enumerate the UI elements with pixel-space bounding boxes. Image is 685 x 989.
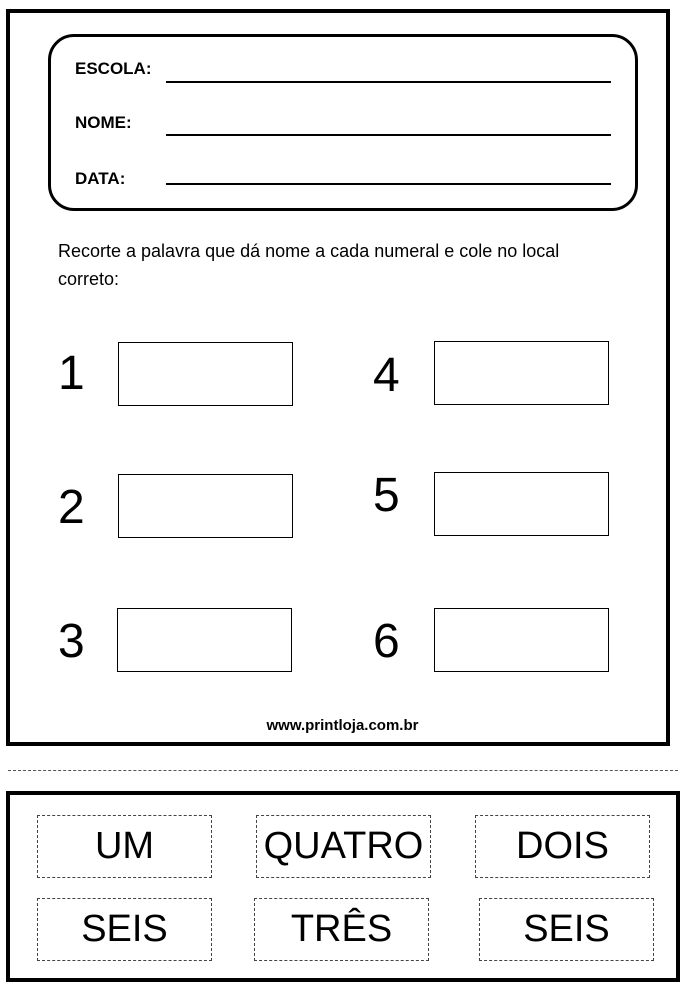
instructions-text: Recorte a palavra que dá nome a cada numeral e cole no local correto: [58,241,560,289]
word-card[interactable]: SEIS [479,898,654,961]
school-label: ESCOLA: [75,59,152,78]
answer-box-1 [118,342,293,406]
school-line [166,81,611,83]
answer-box-4 [434,341,609,405]
student-info-box [48,34,638,211]
numeral-3: 3 [58,615,85,668]
word-card[interactable]: UM [37,815,212,878]
numeral-6: 6 [373,615,400,668]
date-line [166,183,611,185]
word-card[interactable]: SEIS [37,898,212,961]
cut-line [8,770,678,771]
word-card[interactable]: QUATRO [256,815,431,878]
answer-box-6 [434,608,609,672]
answer-box-3 [117,608,292,672]
answer-box-5 [434,472,609,536]
word-card[interactable]: TRÊS [254,898,429,961]
website-footer: www.printloja.com.br [266,717,419,734]
answer-box-2 [118,474,293,538]
name-label: NOME: [75,113,132,132]
name-line [166,134,611,136]
numeral-1: 1 [58,347,85,400]
numeral-4: 4 [373,349,400,402]
numeral-2: 2 [58,481,85,534]
word-card[interactable]: DOIS [475,815,650,878]
date-label: DATA: [75,169,126,188]
numeral-5: 5 [373,469,400,522]
